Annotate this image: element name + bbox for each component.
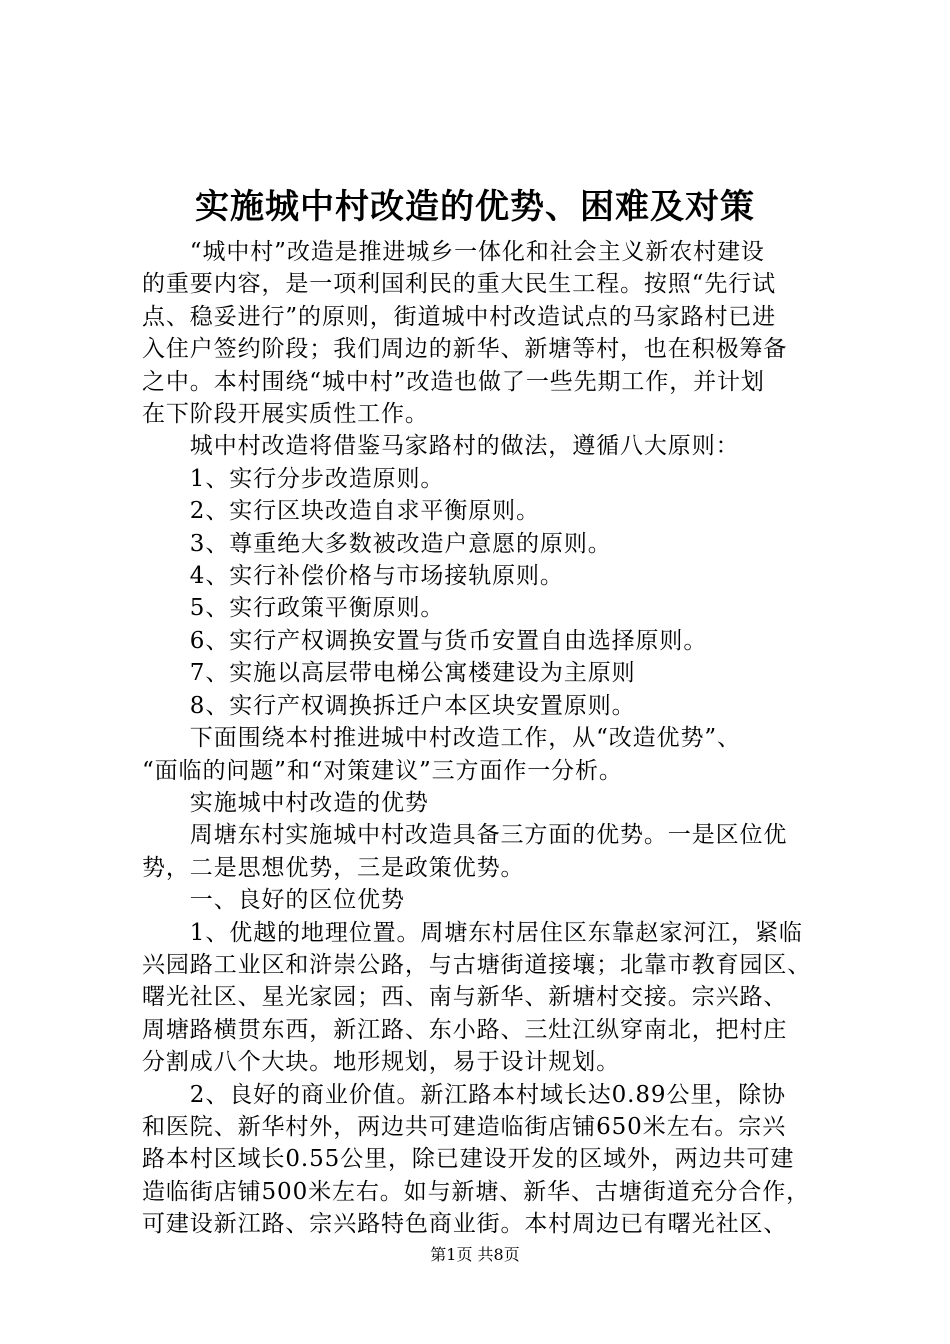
- body-line: 下面围绕本村推进城中村改造工作，从“改造优势”、: [142, 725, 741, 752]
- page-number-footer: 第1页 共8页: [430, 1245, 520, 1264]
- body-line: 周塘东村实施城中村改造具备三方面的优势。一是区位优: [142, 822, 788, 849]
- section-heading: 一、良好的区位优势: [142, 887, 405, 914]
- body-line: 1、优越的地理位置。周塘东村居住区东靠赵家河江，紧临: [142, 919, 803, 946]
- list-item: 4、实行补偿价格与市场接轨原则。: [142, 563, 564, 590]
- list-item: 3、尊重绝大多数被改造户意愿的原则。: [142, 530, 612, 557]
- body-line: “城中村”改造是推进城乡一体化和社会主义新农村建设: [142, 239, 765, 265]
- body-line: 可建设新江路、宗兴路特色商业街。本村周边已有曙光社区、: [142, 1211, 788, 1238]
- body-line: 入住户签约阶段；我们周边的新华、新塘等村，也在积极筹备: [142, 336, 788, 363]
- list-item: 8、实行产权调换拆迁户本区块安置原则。: [142, 692, 636, 719]
- body-line: 在下阶段开展实质性工作。: [142, 401, 429, 428]
- body-line: 点、稳妥进行”的原则，街道城中村改造试点的马家路村已进: [142, 303, 777, 330]
- body-line: “面临的问题”和“对策建议”三方面作一分析。: [142, 757, 623, 784]
- body-line: 2、良好的商业价值。新江路本村域长达0.89公里，除协: [142, 1081, 786, 1108]
- body-line: 造临街店铺500米左右。如与新塘、新华、古塘街道充分合作，: [142, 1178, 810, 1205]
- list-item: 1、实行分步改造原则。: [142, 465, 445, 492]
- body-line: 曙光社区、星光家园；西、南与新华、新塘村交接。宗兴路、: [142, 984, 788, 1011]
- list-item: 7、实施以高层带电梯公寓楼建设为主原则: [142, 660, 636, 687]
- list-item: 6、实行产权调换安置与货币安置自由选择原则。: [142, 627, 708, 654]
- body-line: 城中村改造将借鉴马家路村的做法，遵循八大原则：: [142, 433, 740, 460]
- document-title: 实施城中村改造的优势、困难及对策: [195, 187, 755, 227]
- section-heading: 实施城中村改造的优势: [142, 789, 429, 816]
- body-line: 路本村区域长0.55公里，除已建设开发的区域外，两边共可建: [142, 1146, 795, 1173]
- list-item: 2、实行区块改造自求平衡原则。: [142, 498, 540, 525]
- body-line: 分割成八个大块。地形规划，易于设计规划。: [142, 1049, 620, 1076]
- list-item: 5、实行政策平衡原则。: [142, 595, 445, 622]
- document-body: [142, 236, 832, 1241]
- body-line: 的重要内容，是一项利国利民的重大民生工程。按照“先行试: [142, 271, 777, 298]
- body-line: 周塘路横贯东西，新江路、东小路、三灶江纵穿南北，把村庄: [142, 1016, 788, 1043]
- body-line: 之中。本村围绕“城中村”改造也做了一些先期工作，并计划: [142, 368, 765, 395]
- body-line: 和医院、新华村外，两边共可建造临街店铺650米左右。宗兴: [142, 1113, 787, 1140]
- body-line: 势，二是思想优势，三是政策优势。: [142, 854, 525, 881]
- body-line: 兴园路工业区和浒崇公路，与古塘街道接壤；北靠市教育园区、: [142, 951, 812, 978]
